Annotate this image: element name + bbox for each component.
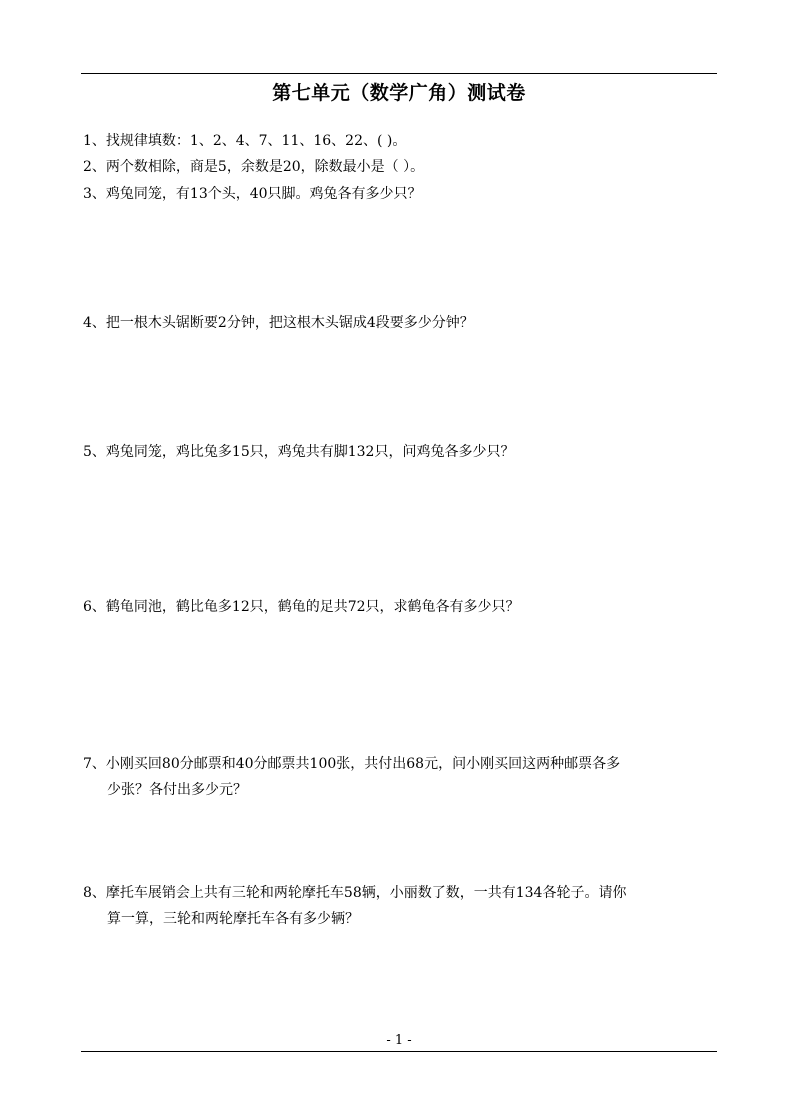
question-8-text-line1: 8、摩托车展销会上共有三轮和两轮摩托车58辆，小丽数了数，一共有134各轮子。请你 <box>83 885 627 901</box>
header-rule <box>81 73 717 74</box>
question-2 <box>83 154 713 180</box>
question-4 <box>83 310 713 336</box>
question-8 <box>83 880 713 932</box>
question-2-text: 2、两个数相除，商是5，余数是20，除数最小是（ ）。 <box>83 159 425 175</box>
question-7-text-line2: 少张？各付出多少元？ <box>107 782 247 798</box>
page-number: - 1 - <box>386 1033 412 1048</box>
question-8-text-line2: 算一算，三轮和两轮摩托车各有多少辆？ <box>107 911 359 927</box>
question-5-text: 5、鸡兔同笼，鸡比兔多15只，鸡兔共有脚132只，问鸡兔各多少只？ <box>83 444 515 460</box>
question-3 <box>83 181 713 207</box>
footer-rule <box>81 1051 717 1052</box>
question-3-text: 3、鸡兔同笼，有13个头，40只脚。鸡兔各有多少只？ <box>83 186 422 202</box>
question-7-text-line1: 7、小刚买回80分邮票和40分邮票共100张，共付出68元，问小刚买回这两种邮票各多 <box>83 756 621 772</box>
question-4-text: 4、把一根木头锯断要2分钟，把这根木头锯成4段要多少分钟？ <box>83 315 474 331</box>
question-1-text: 1、找规律填数：1、2、4、7、11、16、22、( )。 <box>83 133 407 149</box>
question-6-text: 6、鹤龟同池，鹤比龟多12只，鹤龟的足共72只，求鹤龟各有多少只？ <box>83 599 520 615</box>
question-5 <box>83 439 713 465</box>
question-1 <box>83 128 713 154</box>
page-title: 第七单元（数学广角）测试卷 <box>272 82 526 104</box>
question-7 <box>83 751 713 803</box>
question-6 <box>83 594 713 620</box>
